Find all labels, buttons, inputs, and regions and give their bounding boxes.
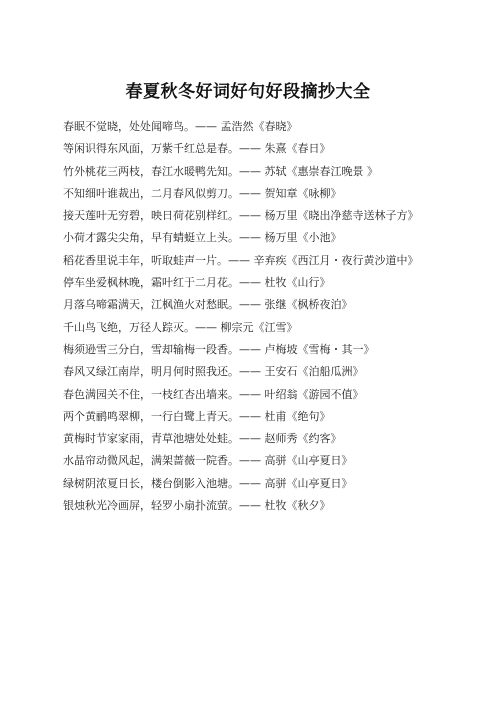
- poem-line: 不知细叶谁裁出，二月春风似剪刀。—— 贺知章《咏柳》: [63, 186, 342, 200]
- poem-line: 春风又绿江南岸，明月何时照我还。—— 王安石《泊船瓜洲》: [63, 365, 364, 379]
- poem-line: 月落乌啼霜满天，江枫渔火对愁眠。—— 张继《枫桥夜泊》: [63, 298, 353, 312]
- poem-line: 春眠不觉晓，处处闻啼鸟。—— 孟浩然《春晓》: [63, 120, 298, 133]
- poem-line-list: [63, 116, 443, 517]
- poem-line: 银烛秋光冷画屏，轻罗小扇扑流萤。—— 杜牧《秋夕》: [63, 499, 331, 513]
- poem-line: 两个黄鹂鸣翠柳，一行白鹭上青天。—— 杜甫《绝句》: [63, 409, 331, 423]
- poem-line: 竹外桃花三两枝，春江水暖鸭先知。—— 苏轼《惠崇春江晚景 》: [63, 164, 378, 178]
- poem-line: 春色满园关不住，一枝红杏出墙来。—— 叶绍翁《游园不值》: [63, 387, 364, 401]
- poem-line: 黄梅时节家家雨，青草池塘处处蛙。—— 赵师秀《约客》: [63, 432, 342, 446]
- poem-line: 千山鸟飞绝，万径人踪灭。—— 柳宗元《江雪》: [63, 320, 298, 334]
- poem-line: 停车坐爱枫林晚，霜叶红于二月花。—— 杜牧《山行》: [63, 276, 331, 290]
- poem-line: 小荷才露尖尖角，早有蜻蜓立上头。—— 杨万里《小池》: [63, 231, 342, 245]
- poem-line: 绿树阴浓夏日长，楼台倒影入池塘。—— 高骈《山亭夏日》: [63, 476, 353, 490]
- poem-line: 水晶帘动微风起，满架蔷薇一院香。—— 高骈《山亭夏日》: [63, 454, 353, 468]
- document-title: 春夏秋冬好词好句好段摘抄大全: [125, 82, 371, 102]
- poem-line: 梅须逊雪三分白，雪却输梅一段香。—— 卢梅坡《雪梅・其一》: [63, 342, 375, 356]
- poem-line: 等闲识得东风面，万紫千红总是春。—— 朱熹《春日》: [63, 142, 331, 156]
- poem-line: 接天莲叶无穷碧，映日荷花别样红。—— 杨万里《晓出净慈寺送林子方》: [63, 209, 419, 223]
- poem-line: 稻花香里说丰年，听取蛙声一片。—— 辛弃疾《西江月・夜行黄沙道中》: [63, 253, 419, 267]
